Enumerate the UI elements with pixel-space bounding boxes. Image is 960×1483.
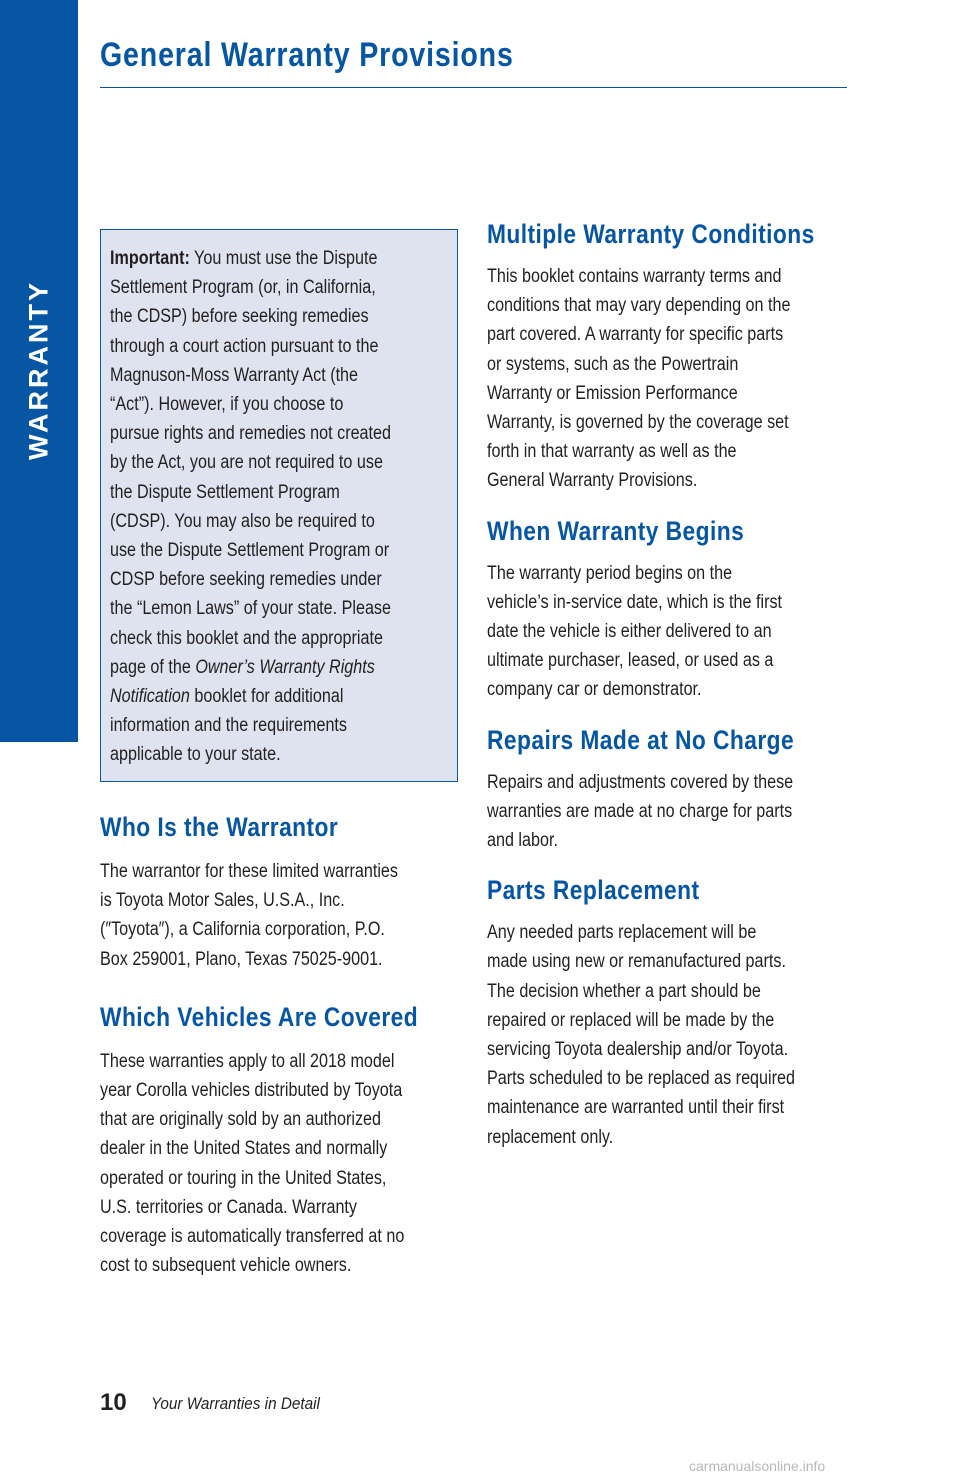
section-body xyxy=(100,1047,458,1281)
notice-line15-post: booklet for additional xyxy=(189,686,344,708)
text-line: cost to subsequent vehicle owners. xyxy=(100,1255,352,1277)
section-body xyxy=(487,918,847,1152)
text-line: operated or touring in the United States, xyxy=(100,1167,387,1189)
right-column xyxy=(487,219,847,1152)
section-body xyxy=(100,857,458,974)
notice-line xyxy=(110,682,400,711)
text-line: Warranty or Emission Performance xyxy=(487,382,738,404)
section-body xyxy=(487,768,847,856)
notice-booklet-title: Owner’s Warranty Rights xyxy=(195,656,375,678)
section-heading: Who Is the Warrantor xyxy=(100,812,339,842)
text-line: (″Toyota″), a California corporation, P.O. xyxy=(100,919,385,941)
notice-line: the Dispute Settlement Program xyxy=(110,481,340,503)
text-line: forth in that warranty as well as the xyxy=(487,441,737,463)
text-line: is Toyota Motor Sales, U.S.A., Inc. xyxy=(100,890,345,912)
notice-line: information and the requirements xyxy=(110,715,348,737)
text-line: conditions that may vary depending on the xyxy=(487,295,791,317)
watermark: carmanualsonline.info xyxy=(689,1458,826,1474)
text-line: Any needed parts replacement will be xyxy=(487,922,757,944)
important-notice-box xyxy=(100,229,458,782)
section-heading: Multiple Warranty Conditions xyxy=(487,219,815,249)
notice-line: “Act”). However, if you choose to xyxy=(110,394,344,416)
notice-line: through a court action pursuant to the xyxy=(110,335,379,357)
text-line: Warranty, is governed by the coverage set xyxy=(487,412,789,434)
text-line: ultimate purchaser, leased, or used as a xyxy=(487,650,774,672)
page-title: General Warranty Provisions xyxy=(100,36,514,74)
section-parts-replacement xyxy=(487,875,847,1152)
section-warranty-begins xyxy=(487,516,847,705)
text-line: company car or demonstrator. xyxy=(487,679,702,701)
notice-line14-pre: page of the xyxy=(110,656,196,678)
text-line: year Corolla vehicles distributed by Toyota xyxy=(100,1080,403,1102)
text-line: This booklet contains warranty terms and xyxy=(487,266,782,287)
notice-text xyxy=(110,244,451,770)
text-line: Box 259001, Plano, Texas 75025-9001. xyxy=(100,948,383,970)
section-heading: Repairs Made at No Charge xyxy=(487,724,795,755)
notice-line: Settlement Program (or, in California, xyxy=(110,277,376,299)
section-repairs-no-charge xyxy=(487,725,847,856)
text-line: vehicle’s in-service date, which is the first xyxy=(487,591,783,613)
section-body xyxy=(487,262,847,496)
text-line: The decision whether a part should be xyxy=(487,980,761,1002)
text-line: U.S. territories or Canada. Warranty xyxy=(100,1196,357,1218)
text-line: replacement only. xyxy=(487,1126,614,1148)
text-line: and labor. xyxy=(487,830,558,852)
notice-line: use the Dispute Settlement Program or xyxy=(110,540,390,562)
notice-line: the CDSP) before seeking remedies xyxy=(110,306,369,328)
text-line: made using new or remanufactured parts. xyxy=(487,951,786,973)
side-tab xyxy=(0,0,78,742)
notice-line: Magnuson-Moss Warranty Act (the xyxy=(110,364,359,386)
notice-line: by the Act, you are not required to use xyxy=(110,452,383,474)
notice-line: the “Lemon Laws” of your state. Please xyxy=(110,598,391,620)
page-number: 10 xyxy=(100,1389,127,1416)
side-tab-label: WARRANTY xyxy=(23,280,54,460)
text-line: dealer in the United States and normally xyxy=(100,1138,388,1160)
text-line: part covered. A warranty for specific parts xyxy=(487,324,784,346)
text-line: warranties are made at no charge for parts xyxy=(487,800,793,822)
notice-line1-rest: You must use the Dispute xyxy=(194,248,378,269)
notice-line: CDSP before seeking remedies under xyxy=(110,569,382,591)
section-heading: Parts Replacement xyxy=(487,875,700,906)
notice-line xyxy=(110,653,400,682)
text-line: The warrantor for these limited warranties xyxy=(100,861,399,882)
text-line: General Warranty Provisions. xyxy=(487,470,698,492)
left-column xyxy=(100,229,458,1280)
text-line: maintenance are warranted until their first xyxy=(487,1097,785,1119)
text-line: repaired or replaced will be made by the xyxy=(487,1009,775,1031)
section-heading: When Warranty Begins xyxy=(487,515,745,546)
notice-booklet-title-cont: Notification xyxy=(110,686,190,708)
section-multiple-conditions xyxy=(487,219,847,496)
footer-running-title: Your Warranties in Detail xyxy=(151,1394,320,1413)
text-line: or systems, such as the Powertrain xyxy=(487,353,739,375)
notice-line: pursue rights and remedies not created xyxy=(110,423,392,445)
notice-line: applicable to your state. xyxy=(110,744,281,766)
notice-line: check this booklet and the appropriate xyxy=(110,627,383,649)
text-line: Repairs and adjustments covered by these xyxy=(487,771,794,793)
text-line: The warranty period begins on the xyxy=(487,562,733,584)
text-line: Parts scheduled to be replaced as required xyxy=(487,1068,795,1090)
notice-line xyxy=(110,244,400,273)
section-vehicles-covered xyxy=(100,1002,458,1281)
notice-lead: Important: xyxy=(110,248,190,269)
text-line: date the vehicle is either delivered to an xyxy=(487,621,772,643)
title-divider xyxy=(100,87,847,88)
text-line: servicing Toyota dealership and/or Toyota. xyxy=(487,1039,789,1061)
section-body xyxy=(487,559,847,705)
text-line: These warranties apply to all 2018 model xyxy=(100,1050,395,1072)
text-line: coverage is automatically transferred at no xyxy=(100,1226,405,1248)
section-warrantor xyxy=(100,812,458,974)
text-line: that are originally sold by an authorized xyxy=(100,1109,382,1131)
section-heading: Which Vehicles Are Covered xyxy=(100,1001,419,1032)
notice-line: (CDSP). You may also be required to xyxy=(110,510,375,532)
